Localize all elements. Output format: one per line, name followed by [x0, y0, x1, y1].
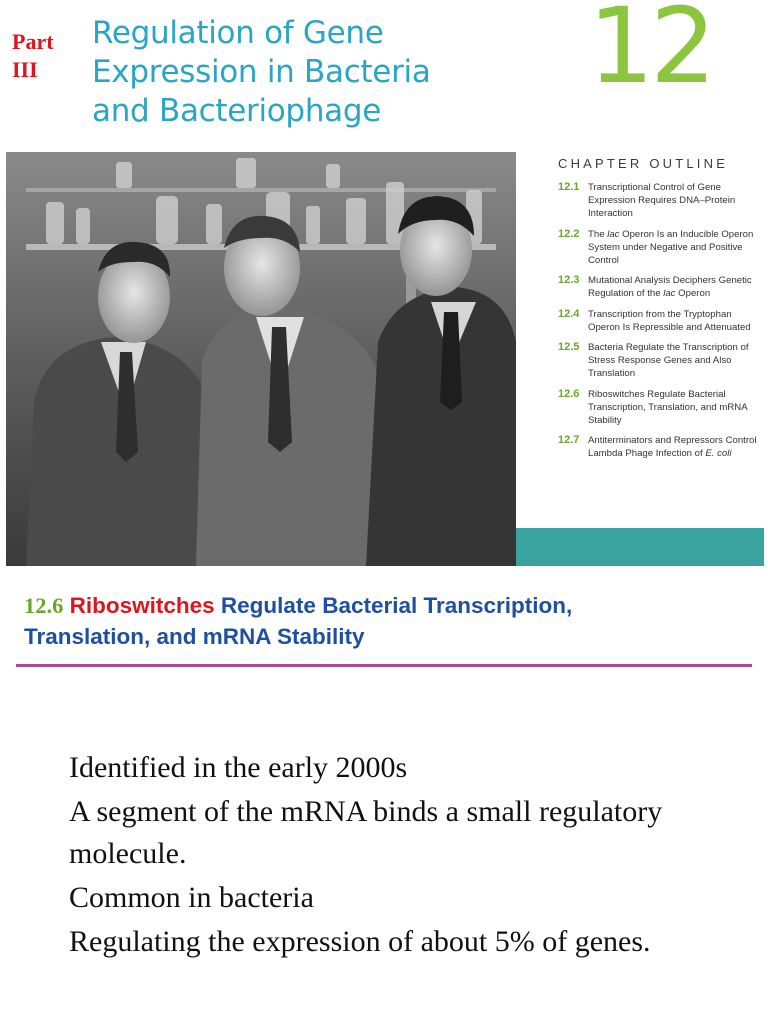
section-number: 12.6 — [24, 593, 64, 618]
teal-band — [500, 528, 764, 566]
bullet-list — [69, 747, 759, 965]
chapter-outline — [558, 156, 758, 468]
outline-item — [558, 308, 758, 334]
outline-item-text: The lac Operon Is an Inducible Operon System under Negative and Positive Control — [588, 228, 754, 267]
outline-item-text: Riboswitches Regulate Bacterial Transcription, Translation, and mRNA Stability — [588, 388, 748, 427]
outline-item-number: 12.6 — [558, 387, 580, 400]
section-heading-line2: Translation, and mRNA Stability — [24, 624, 365, 649]
outline-item-text: Transcriptional Control of Gene Expression Requires DNA–Protein Interaction — [588, 182, 736, 220]
outline-item-number: 12.1 — [558, 181, 580, 193]
outline-item-number: 12.2 — [558, 227, 580, 240]
section-heading-line1 — [24, 590, 764, 621]
chapter-outline-list — [558, 181, 758, 461]
outline-item — [558, 341, 758, 381]
outline-item-text: Mutational Analysis Deciphers Genetic Regulation of the lac Operon — [588, 275, 752, 300]
bullet-item: Common in bacteria — [69, 881, 314, 914]
chapter-number: 12 — [588, 0, 713, 107]
chapter-photo — [6, 152, 516, 566]
chapter-title-line: and Bacteriophage — [92, 93, 382, 129]
section-heading-text: Regulate Bacterial Transcription, — [214, 593, 573, 618]
section-heading — [24, 590, 764, 652]
part-label-line1: Part — [12, 29, 54, 54]
bullet-item: A segment of the mRNA binds a small regulatory molecule. — [69, 795, 663, 870]
outline-item — [558, 181, 758, 221]
outline-item-text: Bacteria Regulate the Transcription of Stress Response Genes and Also Translation — [588, 342, 749, 380]
section-highlight-word: Riboswitches — [69, 593, 215, 618]
part-label-line2: III — [12, 57, 38, 82]
outline-item — [558, 274, 758, 300]
outline-item-number: 12.7 — [558, 434, 580, 447]
bullet-item: Regulating the expression of about 5% of genes. — [69, 925, 651, 958]
chapter-title-line: Expression in Bacteria — [92, 54, 431, 90]
outline-item-number: 12.3 — [558, 274, 580, 287]
outline-item-number: 12.4 — [558, 307, 580, 320]
outline-item — [558, 388, 758, 428]
chapter-title-line: Regulation of Gene — [92, 15, 384, 51]
chapter-outline-heading: CHAPTER OUTLINE — [558, 156, 729, 171]
chapter-title — [92, 14, 512, 131]
bullet-item: Identified in the early 2000s — [69, 751, 408, 784]
outline-item — [558, 434, 758, 460]
section-divider — [16, 664, 752, 667]
outline-item-text: Transcription from the Tryptophan Operon Is Repressible and Attenuated — [588, 308, 751, 333]
outline-item-text: Antiterminators and Repressors Control Lambda Phage Infection of E. coli — [588, 435, 757, 460]
outline-item-number: 12.5 — [558, 341, 580, 354]
part-label — [12, 28, 54, 84]
outline-item — [558, 228, 758, 268]
